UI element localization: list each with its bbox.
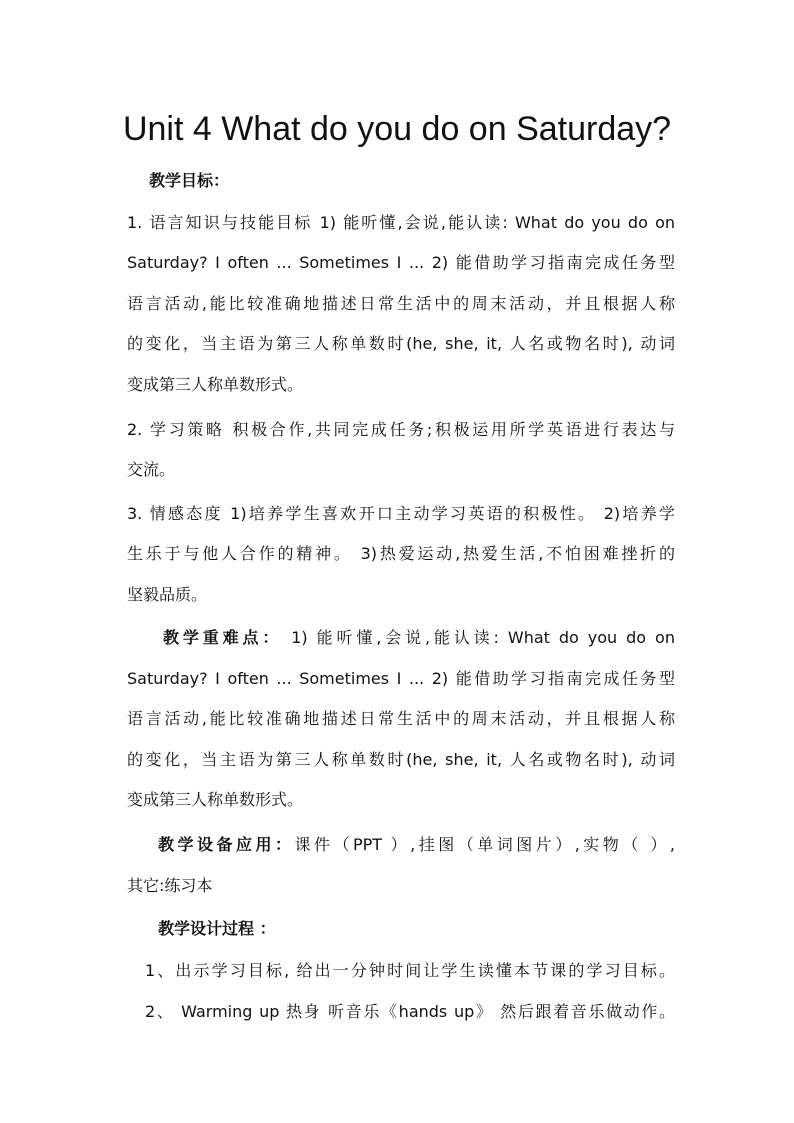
objectives-line: 坚毅品质。 xyxy=(127,585,208,604)
process-step: 1、出示学习目标, 给出一分钟时间让学生读懂本节课的学习目标。 xyxy=(145,961,675,980)
objectives-line: 变成第三人称单数形式。 xyxy=(127,375,304,394)
objectives-line: 语言活动,能比较准确地描述日常生活中的周末活动，并且根据人称 xyxy=(127,294,675,313)
document-title: Unit 4 What do you do on Saturday? xyxy=(122,110,672,148)
key-points-line: 的变化，当主语为第三人称单数时(he, she, it, 人名或物名时), 动词 xyxy=(127,750,675,769)
key-points-line: Saturday? I often ... Sometimes I ... 2) 能借助学习指南完成任务型 xyxy=(127,669,675,688)
objectives-line: 的变化，当主语为第三人称单数时(he, she, it, 人名或物名时), 动词 xyxy=(127,334,675,353)
objectives-line: 3. 情感态度 1)培养学生喜欢开口主动学习英语的积极性。 2)培养学 xyxy=(127,504,675,523)
process-heading: 教学设计过程 ： xyxy=(158,919,276,938)
key-points-line: 变成第三人称单数形式。 xyxy=(127,790,304,809)
objectives-line: 2. 学习策略 积极合作,共同完成任务;积极运用所学英语进行表达与 xyxy=(127,420,675,439)
equipment-line: 其它:练习本 xyxy=(127,876,213,895)
equipment-first-line xyxy=(158,834,675,856)
objectives-line: 生乐于与他人合作的精神。 3)热爱运动,热爱生活,不怕困难挫折的 xyxy=(127,544,675,563)
equipment-heading: 教学设备应用： xyxy=(158,835,295,854)
key-points-line: 语言活动,能比较准确地描述日常生活中的周末活动，并且根据人称 xyxy=(127,709,675,728)
key-points-first-line xyxy=(163,627,675,649)
key-points-heading: 教学重难点： xyxy=(163,628,283,647)
objectives-line: 交流。 xyxy=(127,460,176,479)
key-points-text: 1) 能听懂,会说,能认读: What do you do on xyxy=(282,628,675,647)
objectives-line: 1. 语言知识与技能目标 1) 能听懂,会说,能认读: What do you do on xyxy=(127,213,675,232)
process-step: 2、 Warming up 热身 听音乐《hands up》 然后跟着音乐做动作。 xyxy=(145,1002,675,1021)
objectives-line: Saturday? I often ... Sometimes I ... 2) 能借助学习指南完成任务型 xyxy=(127,253,675,272)
equipment-text: 课件（PPT ）,挂图（单词图片）,实物（ ）, xyxy=(294,835,675,854)
objectives-heading: 教学目标： xyxy=(149,171,230,190)
